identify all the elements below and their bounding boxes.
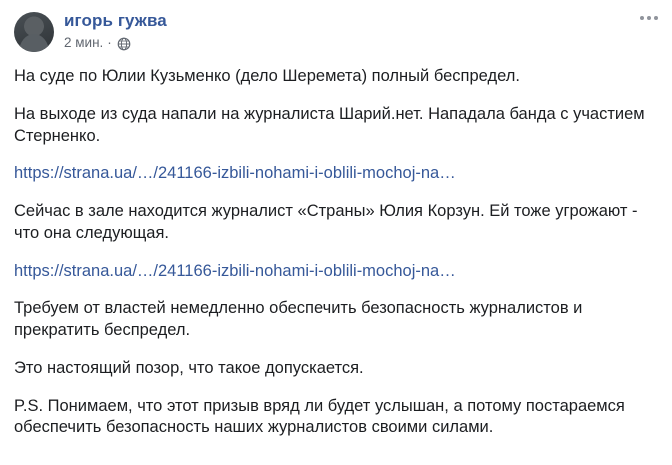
- post-paragraph: P.S. Понимаем, что этот призыв вряд ли будет услышан, а потому постараемся обеспечить безопасность наших журналистов своими силами.: [14, 396, 625, 437]
- ellipsis-dot: [654, 16, 658, 20]
- meta-separator: ·: [107, 34, 112, 50]
- post-paragraph: На суде по Юлии Кузьменко (дело Шеремета) полный беспредел.: [14, 67, 520, 85]
- post-link[interactable]: https://strana.ua/…/241166-izbili-nohami-i-oblili-mochoj-na…: [14, 261, 456, 280]
- ellipsis-dot: [640, 16, 644, 20]
- post-link[interactable]: https://strana.ua/…/241166-izbili-nohami-i-oblili-mochoj-na…: [14, 164, 456, 183]
- post-paragraph: На выходе из суда напали на журналиста Шарий.нет. Нападала банда с участием Стерненко.: [14, 104, 645, 145]
- ellipsis-dot: [647, 16, 651, 20]
- post-header: [0, 10, 672, 52]
- globe-icon[interactable]: [117, 37, 131, 51]
- post-author-name[interactable]: игорь гужва: [64, 11, 167, 30]
- post-body: [0, 52, 672, 439]
- post-paragraph: Сейчас в зале находится журналист «Страны» Юлия Корзун. Ей тоже угрожают - что она следующая.: [14, 202, 638, 242]
- post-author-block: [64, 12, 167, 51]
- avatar[interactable]: [14, 12, 54, 52]
- post-timestamp[interactable]: 2 мин.: [64, 34, 104, 50]
- post-paragraph: Это настоящий позор, что такое допускается.: [14, 358, 364, 377]
- ellipsis-icon[interactable]: [640, 16, 658, 20]
- post-paragraph: Требуем от властей немедленно обеспечить безопасность журналистов и прекратить беспредел.: [14, 299, 583, 340]
- post-meta: [64, 36, 167, 51]
